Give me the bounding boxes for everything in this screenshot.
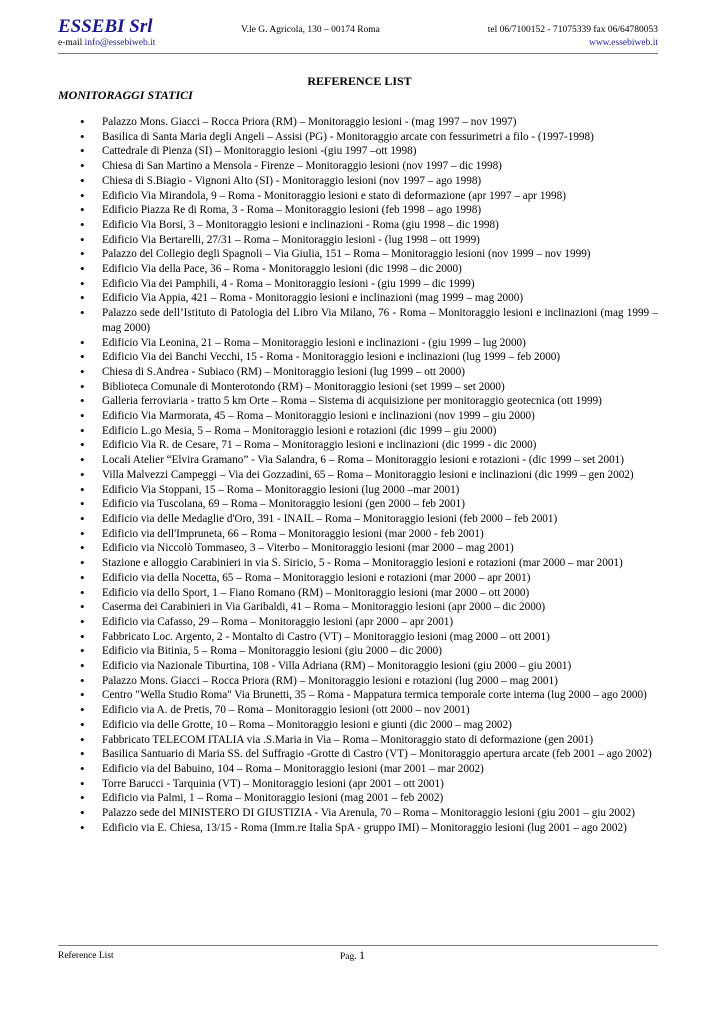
- list-item: • Edificio via Bitinia, 5 – Roma – Monitoraggio lesioni (giu 2000 – dic 2000): [102, 644, 658, 659]
- list-item: • Locali Atelier “Elvira Gramano” - Via Salandra, 6 – Roma – Monitoraggio lesioni e rotazioni - (dic 1999 – set 2001): [102, 453, 658, 468]
- list-item: • Palazzo Mons. Giacci – Rocca Priora (RM) – Monitoraggio lesioni - (mag 1997 – nov 1997): [102, 115, 658, 130]
- list-item: • Edificio via A. de Pretis, 70 – Roma – Monitoraggio lesioni (ott 2000 – nov 2001): [102, 703, 658, 718]
- list-item: • Edificio Via Bertarelli, 27/31 – Roma – Monitoraggio lesioni - (lug 1998 – ott 1999): [102, 233, 658, 248]
- list-item: • Edificio Via Mirandola, 9 – Roma - Monitoraggio lesioni e stato di deformazione (apr 1997 – apr 1998): [102, 189, 658, 204]
- list-item: • Torre Barucci - Tarquinia (VT) – Monitoraggio lesioni (apr 2001 – ott 2001): [102, 777, 658, 792]
- email-link[interactable]: info@essebiweb.it: [84, 38, 156, 48]
- list-item: • Edificio Piazza Re di Roma, 3 - Roma – Monitoraggio lesioni (feb 1998 – ago 1998): [102, 203, 658, 218]
- list-item: • Edificio Via Stoppani, 15 – Roma – Monitoraggio lesioni (lug 2000 –mar 2001): [102, 483, 658, 498]
- list-item: • Edificio via E. Chiesa, 13/15 - Roma (Imm.re Italia SpA - gruppo IMI) – Monitoraggio lesioni (lug 2001 – ago 2002): [102, 821, 658, 836]
- list-item: • Villa Malvezzi Campeggi – Via dei Gozzadini, 65 – Roma – Monitoraggio lesioni e inclinazioni (dic 1999 – gen 2002): [102, 468, 658, 483]
- list-item: • Palazzo sede del MINISTERO DI GIUSTIZIA - Via Arenula, 70 – Roma – Monitoraggio lesioni (giu 2001 – giu 2002): [102, 806, 658, 821]
- list-item: • Chiesa di San Martino a Mensola - Firenze – Monitoraggio lesioni (nov 1997 – dic 1998): [102, 159, 658, 174]
- email-row: [58, 38, 155, 48]
- footer-label: Reference List: [58, 951, 114, 961]
- list-item: • Basilica di Santa Maria degli Angeli – Assisi (PG) - Monitoraggio arcate con fessurimetri a filo - (1997-1998): [102, 130, 658, 145]
- reference-list: [102, 115, 658, 835]
- list-item: • Edificio Via Borsi, 3 – Monitoraggio lesioni e inclinazioni - Roma (giu 1998 – dic 1998): [102, 218, 658, 233]
- company-phone: tel 06/7100152 - 71075339 fax 06/64780053: [487, 25, 658, 35]
- list-item: • Edificio via delle Grotte, 10 – Roma – Monitoraggio lesioni e giunti (dic 2000 – mag 2002): [102, 718, 658, 733]
- list-item: • Edificio Via della Pace, 36 – Roma - Monitoraggio lesioni (dic 1998 – dic 2000): [102, 262, 658, 277]
- company-name: ESSEBI Srl: [58, 16, 153, 37]
- list-item: • Edificio via del Babuino, 104 – Roma – Monitoraggio lesioni (mar 2001 – mar 2002): [102, 762, 658, 777]
- list-item: • Edificio L.go Mesia, 5 – Roma – Monitoraggio lesioni e rotazioni (dic 1999 – giu 2000): [102, 424, 658, 439]
- email-label: e-mail: [58, 38, 85, 48]
- list-item: • Chiesa di S.Andrea - Subiaco (RM) – Monitoraggio lesioni (lug 1999 – ott 2000): [102, 365, 658, 380]
- list-item: • Edificio via Nazionale Tiburtina, 108 - Villa Adriana (RM) – Monitoraggio lesioni (giu 2000 – giu 2001): [102, 659, 658, 674]
- list-item: • Edificio via dello Sport, 1 – Fiano Romano (RM) – Monitoraggio lesioni (mar 2000 – ott 2000): [102, 586, 658, 601]
- list-item: • Galleria ferroviaria - tratto 5 km Orte – Roma – Sistema di acquisizione per monitoraggio geotecnica (ott 1999): [102, 394, 658, 409]
- list-item: • Edificio Via dei Pamphili, 4 - Roma – Monitoraggio lesioni - (giu 1999 – dic 1999): [102, 277, 658, 292]
- section-heading: MONITORAGGI STATICI: [58, 88, 193, 102]
- list-item: • Basilica Santuario di Maria SS. del Suffragio -Grotte di Castro (VT) – Monitoraggio apertura arcate (feb 2001 – ago 2002): [102, 747, 658, 762]
- list-item: • Fabbricato Loc. Argento, 2 - Montalto di Castro (VT) – Monitoraggio lesioni (mag 2000 – ott 2001): [102, 630, 658, 645]
- list-item: • Edificio Via Marmorata, 45 – Roma – Monitoraggio lesioni e inclinazioni (nov 1999 – giu 2000): [102, 409, 658, 424]
- page-header: [58, 16, 658, 60]
- list-item: • Fabbricato TELECOM ITALIA via .S.Maria in Via – Roma – Monitoraggio stato di deformazione (gen 2001): [102, 733, 658, 748]
- page-number-value: 1: [359, 948, 365, 962]
- list-item: • Edificio via Cafasso, 29 – Roma – Monitoraggio lesioni (apr 2000 – apr 2001): [102, 615, 658, 630]
- page-number: [340, 948, 365, 963]
- list-item: • Edificio Via R. de Cesare, 71 – Roma – Monitoraggio lesioni e inclinazioni (dic 1999 - dic 2000): [102, 438, 658, 453]
- list-item: • Edificio Via Leonina, 21 – Roma – Monitoraggio lesioni e inclinazioni - (giu 1999 – lug 2000): [102, 336, 658, 351]
- list-item: • Cattedrale di Pienza (SI) – Monitoraggio lesioni -(giu 1997 –ott 1998): [102, 144, 658, 159]
- list-item: • Edificio Via dei Banchi Vecchi, 15 - Roma - Monitoraggio lesioni e inclinazioni (lug 1999 – feb 2000): [102, 350, 658, 365]
- header-divider: [58, 53, 658, 54]
- list-item: • Palazzo del Collegio degli Spagnoli – Via Giulia, 151 – Roma – Monitoraggio lesioni (nov 1999 – nov 1999): [102, 247, 658, 262]
- footer-divider: [58, 945, 658, 946]
- list-item: • Edificio via Tuscolana, 69 – Roma – Monitoraggio lesioni (gen 2000 – feb 2001): [102, 497, 658, 512]
- list-item: • Palazzo Mons. Giacci – Rocca Priora (RM) – Monitoraggio lesioni e rotazioni (lug 2000 – mag 2001): [102, 674, 658, 689]
- page-title-text: REFERENCE LIST: [307, 74, 412, 88]
- list-item: • Edificio via della Nocetta, 65 – Roma – Monitoraggio lesioni e rotazioni (mar 2000 – apr 2001): [102, 571, 658, 586]
- list-item: • Chiesa di S.Biagio - Vignoni Alto (SI) - Monitoraggio lesioni (nov 1997 – ago 1998): [102, 174, 658, 189]
- list-item: • Edificio Via Appia, 421 – Roma - Monitoraggio lesioni e inclinazioni (mag 1999 – mag 2000): [102, 291, 658, 306]
- list-item: • Caserma dei Carabinieri in Via Garibaldi, 41 – Roma – Monitoraggio lesioni (apr 2000 – dic 2000): [102, 600, 658, 615]
- page-label: Pag.: [340, 952, 359, 962]
- page-title: [0, 74, 725, 89]
- website-link[interactable]: www.essebiweb.it: [588, 38, 658, 48]
- list-item: • Stazione e alloggio Carabinieri in via S. Siricio, 5 - Roma – Monitoraggio lesioni e rotazioni (mar 2000 – mar 2001): [102, 556, 658, 571]
- list-item: • Centro "Wella Studio Roma" Via Brunetti, 35 – Roma - Mappatura termica temporale corte interna (lug 2000 – ago 2000): [102, 688, 658, 703]
- company-address: V.le G. Agricola, 130 – 00174 Roma: [241, 25, 380, 35]
- list-item: • Edificio via delle Medaglie d'Oro, 391 - INAIL – Roma – Monitoraggio lesioni (feb 2000 – feb 2001): [102, 512, 658, 527]
- list-item: • Edificio via Palmi, 1 – Roma – Monitoraggio lesioni (mag 2001 – feb 2002): [102, 791, 658, 806]
- list-item: • Palazzo sede dell’Istituto di Patologia del Libro Via Milano, 76 - Roma – Monitoraggio lesioni e inclinazioni (mag 1999 –mag 2000): [102, 306, 658, 335]
- list-item: • Biblioteca Comunale di Monterotondo (RM) – Monitoraggio lesioni (set 1999 – set 2000): [102, 380, 658, 395]
- list-item: • Edificio via Niccolò Tommaseo, 3 – Viterbo – Monitoraggio lesioni (mar 2000 – mag 2001): [102, 541, 658, 556]
- list-item: • Edificio via dell'Impruneta, 66 – Roma – Monitoraggio lesioni (mar 2000 - feb 2001): [102, 527, 658, 542]
